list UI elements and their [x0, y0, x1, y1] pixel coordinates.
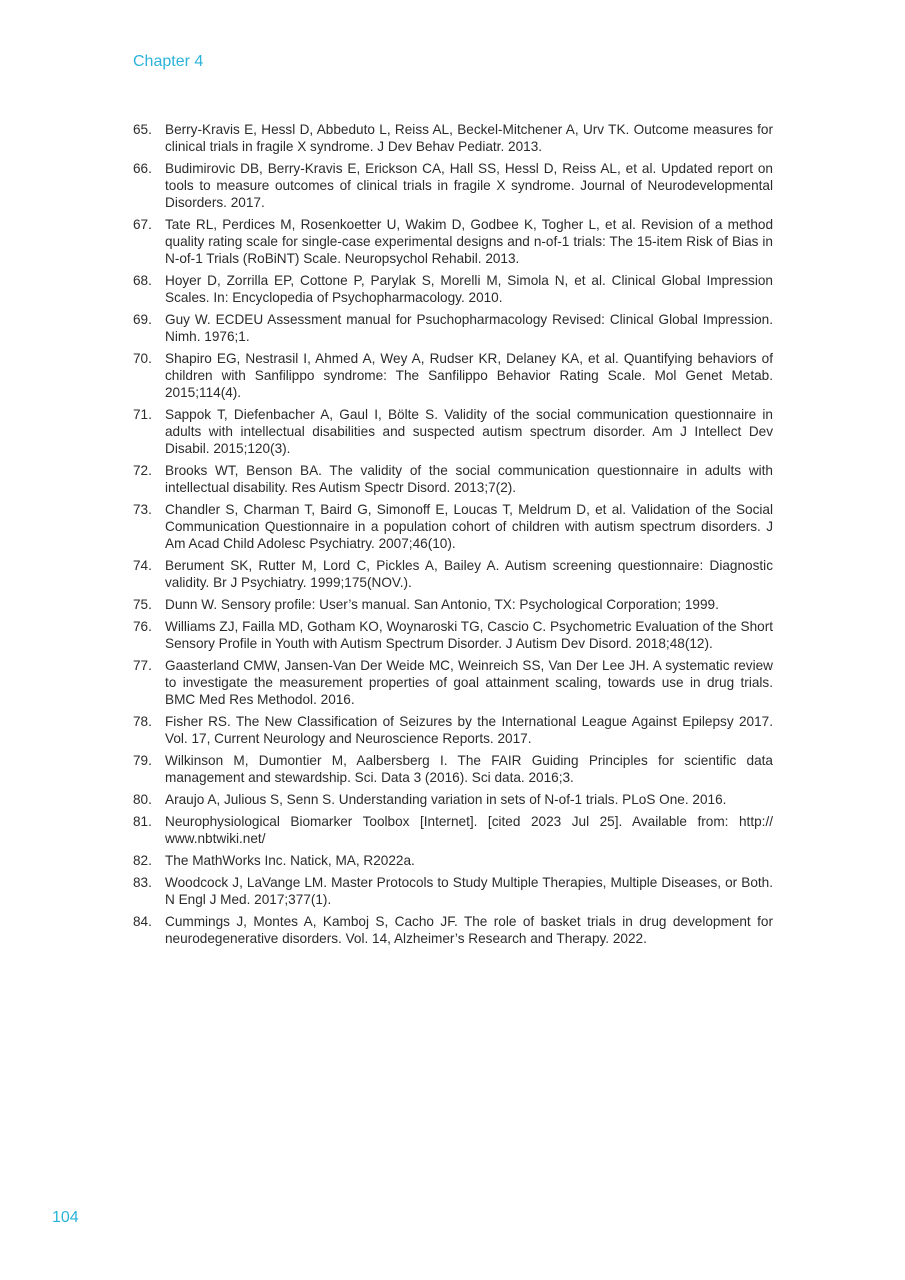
reference-item: [133, 752, 773, 786]
reference-text: Araujo A, Julious S, Senn S. Understanding variation in sets of N-of-1 trials. PLoS One. 2016.: [165, 792, 727, 807]
chapter-header: Chapter 4: [133, 53, 204, 70]
reference-number: 75.: [133, 597, 152, 612]
reference-number: 65.: [133, 122, 152, 137]
reference-number: 72.: [133, 463, 152, 478]
reference-text: Berry-Kravis E, Hessl D, Abbeduto L, Reiss AL, Beckel-Mitchener A, Urv TK. Outcome measures for clinical trials in fragile X syndrome. J Dev Behav Pediatr. 2013.: [165, 122, 773, 154]
reference-number: 71.: [133, 407, 152, 422]
reference-number: 79.: [133, 753, 152, 768]
reference-item: [133, 791, 773, 808]
reference-text: Chandler S, Charman T, Baird G, Simonoff E, Loucas T, Meldrum D, et al. Validation of the Social Communication Questionnaire in a population cohort of children with autism spectrum disorders. J Am Acad Child Adolesc Psychiatry. 2007;46(10).: [165, 502, 773, 551]
reference-item: [133, 618, 773, 652]
reference-item: [133, 462, 773, 496]
reference-text: Dunn W. Sensory profile: User’s manual. San Antonio, TX: Psychological Corporation; 1999.: [165, 597, 719, 612]
reference-text: The MathWorks Inc. Natick, MA, R2022a.: [165, 853, 415, 868]
reference-text: Fisher RS. The New Classification of Seizures by the International League Against Epilepsy 2017. Vol. 17, Current Neurology and Neuroscience Reports. 2017.: [165, 714, 773, 746]
reference-number: 78.: [133, 714, 152, 729]
reference-item: [133, 657, 773, 708]
reference-text: Wilkinson M, Dumontier M, Aalbersberg I. The FAIR Guiding Principles for scientific data management and stewardship. Sci. Data 3 (2016). Sci data. 2016;3.: [165, 753, 773, 785]
page-number: 104: [52, 1209, 79, 1226]
reference-item: [133, 596, 773, 613]
reference-text: Guy W. ECDEU Assessment manual for Psuchopharmacology Revised: Clinical Global Impression. Nimh. 1976;1.: [165, 312, 773, 344]
reference-number: 80.: [133, 792, 152, 807]
reference-number: 83.: [133, 875, 152, 890]
reference-item: [133, 557, 773, 591]
reference-item: [133, 160, 773, 211]
reference-text: Gaasterland CMW, Jansen-Van Der Weide MC, Weinreich SS, Van Der Lee JH. A systematic review to investigate the measurement properties of goal attainment scaling, towards use in drug trials. BMC Med Res Methodol. 2016.: [165, 658, 773, 707]
reference-number: 67.: [133, 217, 152, 232]
reference-item: [133, 406, 773, 457]
reference-item: [133, 311, 773, 345]
reference-item: [133, 852, 773, 869]
reference-text: Woodcock J, LaVange LM. Master Protocols to Study Multiple Therapies, Multiple Diseases, or Both. N Engl J Med. 2017;377(1).: [165, 875, 773, 907]
reference-number: 81.: [133, 814, 152, 829]
reference-item: [133, 121, 773, 155]
reference-item: [133, 216, 773, 267]
reference-number: 70.: [133, 351, 152, 366]
reference-item: [133, 874, 773, 908]
reference-text: Brooks WT, Benson BA. The validity of the social communication questionnaire in adults with intellectual disability. Res Autism Spectr Disord. 2013;7(2).: [165, 463, 773, 495]
reference-text: Berument SK, Rutter M, Lord C, Pickles A, Bailey A. Autism screening questionnaire: Diagnostic validity. Br J Psychiatry. 1999;175(NOV.).: [165, 558, 773, 590]
reference-number: 77.: [133, 658, 152, 673]
reference-item: [133, 813, 773, 847]
reference-item: [133, 713, 773, 747]
reference-number: 82.: [133, 853, 152, 868]
reference-text: Hoyer D, Zorrilla EP, Cottone P, Parylak S, Morelli M, Simola N, et al. Clinical Global Impression Scales. In: Encyclopedia of Psychopharmacology. 2010.: [165, 273, 773, 305]
reference-number: 66.: [133, 161, 152, 176]
reference-number: 68.: [133, 273, 152, 288]
reference-text: Sappok T, Diefenbacher A, Gaul I, Bölte S. Validity of the social communication questionnaire in adults with intellectual disabilities and suspected autism spectrum disorder. Am J Intellect Dev Disabil. 2015;120(3).: [165, 407, 773, 456]
reference-text: Neurophysiological Biomarker Toolbox [Internet]. [cited 2023 Jul 25]. Available from: http:// www.nbtwiki.net/: [165, 814, 773, 846]
reference-item: [133, 350, 773, 401]
reference-item: [133, 913, 773, 947]
reference-number: 76.: [133, 619, 152, 634]
reference-item: [133, 501, 773, 552]
reference-text: Shapiro EG, Nestrasil I, Ahmed A, Wey A, Rudser KR, Delaney KA, et al. Quantifying behaviors of children with Sanfilippo syndrome: The Sanfilippo Behavior Rating Scale. Mol Genet Metab. 2015;114(4).: [165, 351, 773, 400]
reference-number: 73.: [133, 502, 152, 517]
reference-text: Budimirovic DB, Berry-Kravis E, Erickson CA, Hall SS, Hessl D, Reiss AL, et al. Updated report on tools to measure outcomes of clinical trials in fragile X syndrome. Journal of Neurodevelopmental Disorders. 2017.: [165, 161, 773, 210]
reference-number: 69.: [133, 312, 152, 327]
reference-text: Williams ZJ, Failla MD, Gotham KO, Woynaroski TG, Cascio C. Psychometric Evaluation of the Short Sensory Profile in Youth with Autism Spectrum Disorder. J Autism Dev Disord. 2018;48(12).: [165, 619, 773, 651]
reference-list: [133, 121, 773, 952]
reference-text: Cummings J, Montes A, Kamboj S, Cacho JF. The role of basket trials in drug development for neurodegenerative disorders. Vol. 14, Alzheimer’s Research and Therapy. 2022.: [165, 914, 773, 946]
reference-item: [133, 272, 773, 306]
reference-number: 84.: [133, 914, 152, 929]
reference-number: 74.: [133, 558, 152, 573]
reference-text: Tate RL, Perdices M, Rosenkoetter U, Wakim D, Godbee K, Togher L, et al. Revision of a method quality rating scale for single-case experimental designs and n-of-1 trials: The 15-item Risk of Bias in N-of-1 Trials (RoBiNT) Scale. Neuropsychol Rehabil. 2013.: [165, 217, 773, 266]
